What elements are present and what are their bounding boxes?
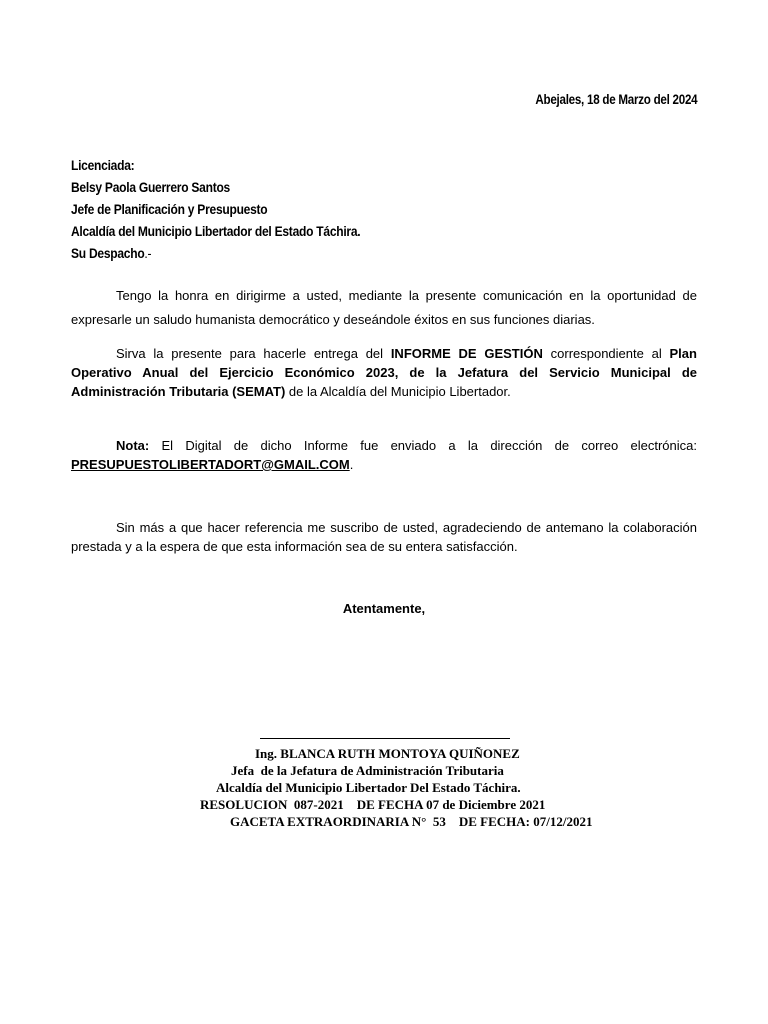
delivery-text-3: de la Alcaldía del Municipio Libertador. (285, 384, 511, 399)
signer-institution: Alcaldía del Municipio Libertador Del Estado Táchira. (216, 780, 521, 795)
addressee-block (71, 154, 360, 264)
addressee-salutation: Licenciada: (71, 157, 135, 173)
office-text: Su Despacho (71, 245, 145, 261)
addressee-institution: Alcaldía del Municipio Libertador del Estado Táchira. (71, 223, 361, 239)
office-suffix: .- (144, 245, 152, 261)
note-end: . (349, 457, 354, 472)
note-label: Nota: (116, 438, 150, 453)
report-title: INFORME DE GESTIÓN (390, 346, 543, 361)
signer-title: Jefa de la Jefatura de Administración Tributaria (231, 763, 504, 778)
delivery-text-1: Sirva la presente para hacerle entrega del (116, 346, 391, 361)
date-line: Abejales, 18 de Marzo del 2024 (535, 92, 697, 107)
signer-resolution: RESOLUCION 087-2021 DE FECHA 07 de Diciembre 2021 (200, 797, 546, 812)
paragraph-note (71, 436, 697, 474)
signature-line (260, 738, 510, 739)
plan-title: Plan Operativo Anual del Ejercicio Económico 2023, de la Jefatura del Servicio Municipal de Administración Tributaria (SEMAT) (71, 346, 697, 399)
note-text: El Digital de dicho Informe fue enviado a la dirección de correo electrónica: (149, 438, 697, 453)
addressee-name: Belsy Paola Guerrero Santos (71, 179, 230, 195)
closing: Atentamente, (342, 601, 426, 616)
email-link[interactable]: PRESUPUESTOLIBERTADORT@GMAIL.COM (71, 457, 350, 472)
addressee-office (71, 242, 360, 264)
signer-name: Ing. BLANCA RUTH MONTOYA QUIÑONEZ (255, 746, 520, 761)
paragraph-farewell: Sin más a que hacer referencia me suscribo de usted, agradeciendo de antemano la colaboración prestada y a la espera de que esta información sea de su entera satisfacción. (71, 520, 697, 554)
paragraph-delivery (71, 344, 697, 401)
signer-gazette: GACETA EXTRAORDINARIA N° 53 DE FECHA: 07/12/2021 (230, 814, 593, 829)
delivery-text-2: correspondiente al (542, 346, 670, 361)
addressee-position: Jefe de Planificación y Presupuesto (71, 201, 268, 217)
paragraph-greeting: Tengo la honra en dirigirme a usted, mediante la presente comunicación en la oportunidad de expresarle un saludo humanista democrático y deseándole éxitos en sus funciones diarias. (71, 288, 697, 327)
